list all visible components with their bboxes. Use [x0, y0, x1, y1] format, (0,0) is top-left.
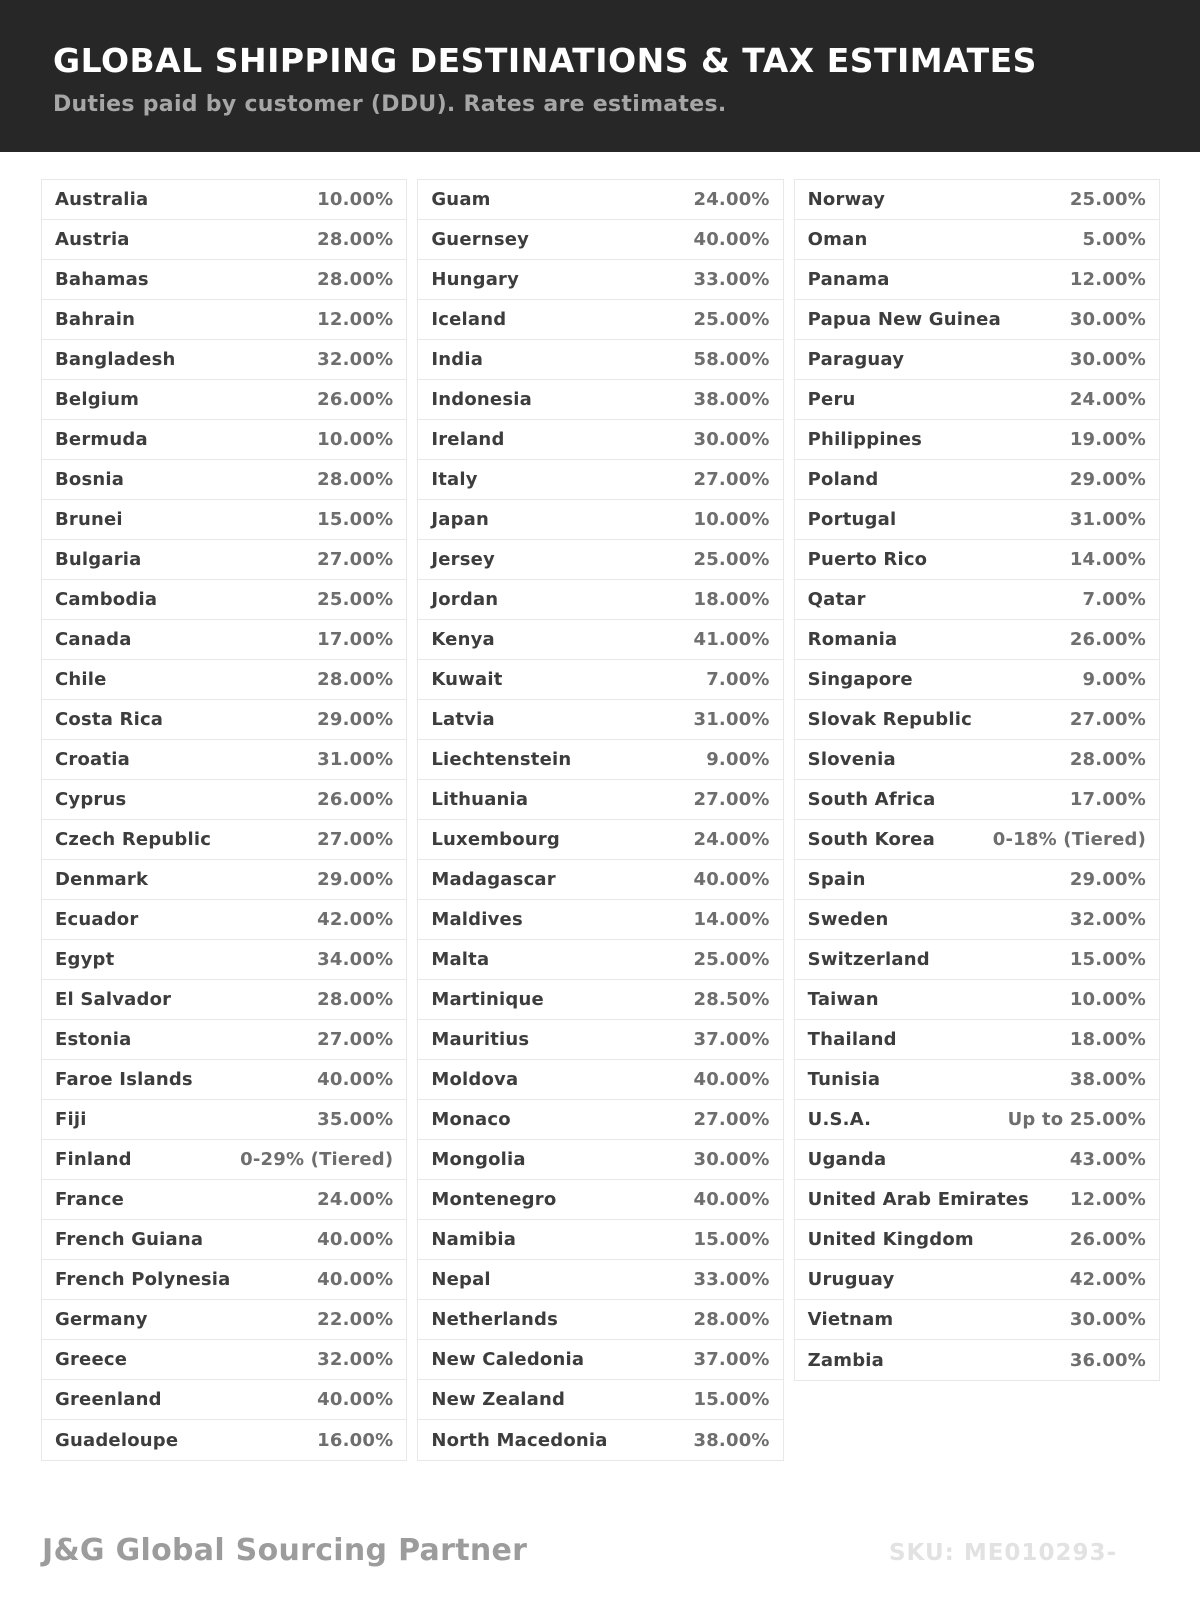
country-name: Papua New Guinea: [807, 309, 1001, 330]
table-row: [42, 540, 406, 580]
table-row: [42, 940, 406, 980]
table-column-3: [794, 179, 1160, 1381]
tax-rate: 19.00%: [1069, 429, 1146, 450]
tax-rate: 36.00%: [1069, 1349, 1146, 1371]
tax-rate: 15.00%: [1069, 949, 1146, 970]
country-name: Iceland: [431, 309, 507, 330]
table-row: [795, 820, 1159, 860]
tax-rate: 27.00%: [317, 829, 394, 850]
country-name: French Guiana: [55, 1229, 204, 1250]
tax-rate: 9.00%: [706, 749, 770, 770]
country-name: Belgium: [55, 389, 140, 410]
country-name: Faroe Islands: [55, 1069, 193, 1090]
table-row: [418, 1260, 782, 1300]
tax-rate: 26.00%: [317, 389, 394, 410]
table-row: [42, 1260, 406, 1300]
table-row: [418, 300, 782, 340]
country-name: Maldives: [431, 909, 523, 930]
country-name: Zambia: [807, 1349, 885, 1371]
country-name: Bahamas: [55, 269, 149, 290]
country-name: United Kingdom: [807, 1229, 974, 1250]
country-name: Cambodia: [55, 589, 158, 610]
table-row: [795, 220, 1159, 260]
country-name: Finland: [55, 1149, 132, 1170]
table-row: [418, 700, 782, 740]
table-row: [42, 1100, 406, 1140]
tax-rate: 40.00%: [693, 1189, 770, 1210]
table-row: [418, 620, 782, 660]
tax-rate: 25.00%: [693, 949, 770, 970]
country-name: Indonesia: [431, 389, 532, 410]
table-column-2: [417, 179, 783, 1461]
tax-rate: 40.00%: [693, 869, 770, 890]
country-name: Norway: [807, 189, 886, 210]
tax-rate: 0-18% (Tiered): [992, 829, 1146, 850]
table-row: [795, 1060, 1159, 1100]
country-name: New Caledonia: [431, 1349, 585, 1370]
tax-rate: 43.00%: [1069, 1149, 1146, 1170]
table-row: [42, 380, 406, 420]
tax-rate: 10.00%: [317, 189, 394, 210]
tax-rate: 5.00%: [1082, 229, 1146, 250]
table-row: [42, 1300, 406, 1340]
table-row: [42, 220, 406, 260]
table-row: [42, 700, 406, 740]
tax-rate: 28.00%: [693, 1309, 770, 1330]
country-name: Qatar: [807, 589, 866, 610]
tax-rate: 25.00%: [693, 309, 770, 330]
tax-rate: 18.00%: [693, 589, 770, 610]
table-row: [418, 460, 782, 500]
table-row: [795, 340, 1159, 380]
country-name: Cyprus: [55, 789, 127, 810]
tax-rate: 42.00%: [1069, 1269, 1146, 1290]
tax-rate: 25.00%: [693, 549, 770, 570]
tax-rate: 40.00%: [693, 1069, 770, 1090]
table-row: [795, 460, 1159, 500]
tax-rate: 38.00%: [1069, 1069, 1146, 1090]
tax-rate: 27.00%: [693, 789, 770, 810]
country-name: Namibia: [431, 1229, 517, 1250]
country-name: Hungary: [431, 269, 520, 290]
tax-rate: 30.00%: [1069, 1309, 1146, 1330]
country-name: Guernsey: [431, 229, 530, 250]
tax-rate: 24.00%: [317, 1189, 394, 1210]
table-row: [418, 740, 782, 780]
tax-rate: 0-29% (Tiered): [240, 1149, 394, 1170]
table-row: [418, 260, 782, 300]
country-name: Slovenia: [807, 749, 896, 770]
tax-rate: 28.00%: [317, 269, 394, 290]
country-name: Costa Rica: [55, 709, 164, 730]
tax-rate: 31.00%: [1069, 509, 1146, 530]
tax-rate: 33.00%: [693, 1269, 770, 1290]
table-row: [42, 500, 406, 540]
table-row: [42, 860, 406, 900]
country-name: Singapore: [807, 669, 913, 690]
table-row: [795, 1100, 1159, 1140]
tax-rate: 27.00%: [1069, 709, 1146, 730]
country-name: Slovak Republic: [807, 709, 972, 730]
tax-rate: 24.00%: [693, 829, 770, 850]
table-row: [418, 780, 782, 820]
table-row: [795, 180, 1159, 220]
tax-rate: 29.00%: [1069, 869, 1146, 890]
table-row: [795, 1340, 1159, 1380]
tax-rate: 14.00%: [1069, 549, 1146, 570]
tax-rate: 10.00%: [317, 429, 394, 450]
table-row: [795, 1180, 1159, 1220]
country-name: South Korea: [807, 829, 935, 850]
country-name: Romania: [807, 629, 898, 650]
country-name: Netherlands: [431, 1309, 559, 1330]
country-name: Japan: [431, 509, 490, 530]
table-row: [42, 980, 406, 1020]
table-row: [418, 1380, 782, 1420]
tax-rate: 25.00%: [1069, 189, 1146, 210]
tax-rate: 30.00%: [1069, 349, 1146, 370]
table-row: [795, 700, 1159, 740]
tax-rate: 28.00%: [317, 469, 394, 490]
table-row: [795, 420, 1159, 460]
table-row: [418, 340, 782, 380]
country-name: Monaco: [431, 1109, 511, 1130]
tax-rate: 7.00%: [706, 669, 770, 690]
country-name: Lithuania: [431, 789, 529, 810]
country-name: Estonia: [55, 1029, 132, 1050]
table-row: [42, 1060, 406, 1100]
country-name: Mauritius: [431, 1029, 530, 1050]
table-row: [418, 1220, 782, 1260]
tax-rate: 40.00%: [317, 1229, 394, 1250]
country-name: Denmark: [55, 869, 149, 890]
tax-rate: 33.00%: [693, 269, 770, 290]
country-name: French Polynesia: [55, 1269, 231, 1290]
table-row: [795, 1140, 1159, 1180]
table-row: [418, 220, 782, 260]
country-name: Switzerland: [807, 949, 930, 970]
country-name: Egypt: [55, 949, 115, 970]
table-row: [42, 420, 406, 460]
table-row: [42, 300, 406, 340]
tax-rate: 28.00%: [1069, 749, 1146, 770]
country-name: Thailand: [807, 1029, 897, 1050]
table-row: [418, 1180, 782, 1220]
table-row: [418, 420, 782, 460]
country-name: Jersey: [431, 549, 495, 570]
country-name: Brunei: [55, 509, 123, 530]
tax-rate: 40.00%: [693, 229, 770, 250]
country-name: Luxembourg: [431, 829, 561, 850]
table-row: [418, 500, 782, 540]
tax-rate: 34.00%: [317, 949, 394, 970]
tax-rate: 29.00%: [317, 869, 394, 890]
country-name: Bangladesh: [55, 349, 176, 370]
country-name: Philippines: [807, 429, 923, 450]
tax-rate: 30.00%: [693, 1149, 770, 1170]
tax-rate: 35.00%: [317, 1109, 394, 1130]
country-name: Jordan: [431, 589, 499, 610]
country-name: Panama: [807, 269, 890, 290]
table-row: [418, 580, 782, 620]
table-row: [795, 780, 1159, 820]
country-name: Oman: [807, 229, 868, 250]
tax-rate: 14.00%: [693, 909, 770, 930]
tax-rate: 17.00%: [317, 629, 394, 650]
table-row: [42, 580, 406, 620]
table-row: [418, 1020, 782, 1060]
country-name: United Arab Emirates: [807, 1189, 1030, 1210]
table-row: [418, 1420, 782, 1460]
footer: [42, 1533, 1117, 1568]
country-name: Malta: [431, 949, 490, 970]
tax-rate: 12.00%: [1069, 1189, 1146, 1210]
tax-rate: 40.00%: [317, 1389, 394, 1410]
tax-rate: 10.00%: [1069, 989, 1146, 1010]
table-row: [418, 540, 782, 580]
country-name: Kenya: [431, 629, 495, 650]
table-row: [795, 260, 1159, 300]
tax-rate: 32.00%: [317, 1349, 394, 1370]
country-name: Canada: [55, 629, 132, 650]
page-subtitle: Duties paid by customer (DDU). Rates are estimates.: [53, 92, 727, 117]
table-row: [42, 1340, 406, 1380]
country-name: Moldova: [431, 1069, 519, 1090]
table-row: [418, 660, 782, 700]
tax-rate: 41.00%: [693, 629, 770, 650]
tax-rate: 28.00%: [317, 989, 394, 1010]
tax-rate: 7.00%: [1082, 589, 1146, 610]
country-name: Greenland: [55, 1389, 162, 1410]
table-row: [795, 580, 1159, 620]
country-name: Guam: [431, 189, 491, 210]
tax-rate: 29.00%: [317, 709, 394, 730]
tax-rate: Up to 25.00%: [1007, 1109, 1146, 1130]
table-row: [795, 660, 1159, 700]
tax-rate: 27.00%: [693, 469, 770, 490]
table-row: [795, 1220, 1159, 1260]
tax-rate: 12.00%: [317, 309, 394, 330]
table-row: [418, 1340, 782, 1380]
country-name: Vietnam: [807, 1309, 894, 1330]
tax-rate: 10.00%: [693, 509, 770, 530]
tax-rate: 29.00%: [1069, 469, 1146, 490]
tax-rate: 30.00%: [693, 429, 770, 450]
tax-rate: 32.00%: [317, 349, 394, 370]
tax-rate: 27.00%: [693, 1109, 770, 1130]
table-row: [42, 1220, 406, 1260]
table-row: [418, 900, 782, 940]
country-name: India: [431, 349, 484, 370]
tax-rate: 37.00%: [693, 1349, 770, 1370]
country-name: Kuwait: [431, 669, 503, 690]
table-row: [418, 980, 782, 1020]
brand-name: J&G Global Sourcing Partner: [42, 1533, 528, 1568]
table-row: [418, 180, 782, 220]
tax-rate: 37.00%: [693, 1029, 770, 1050]
table-row: [795, 620, 1159, 660]
table-row: [418, 820, 782, 860]
tax-rate: 40.00%: [317, 1069, 394, 1090]
tax-rate: 58.00%: [693, 349, 770, 370]
country-name: Austria: [55, 229, 130, 250]
tax-rate: 24.00%: [693, 189, 770, 210]
tax-rate: 28.00%: [317, 229, 394, 250]
table-row: [42, 180, 406, 220]
country-name: Fiji: [55, 1109, 87, 1130]
table-row: [418, 1140, 782, 1180]
country-name: Madagascar: [431, 869, 556, 890]
table-row: [795, 300, 1159, 340]
country-name: Czech Republic: [55, 829, 212, 850]
header-banner: [0, 0, 1200, 152]
tax-rate: 15.00%: [693, 1229, 770, 1250]
tax-rate: 26.00%: [1069, 629, 1146, 650]
table-row: [418, 1100, 782, 1140]
country-name: Chile: [55, 669, 107, 690]
country-name: Bosnia: [55, 469, 125, 490]
tax-rate: 32.00%: [1069, 909, 1146, 930]
table-row: [418, 1300, 782, 1340]
table-row: [795, 940, 1159, 980]
tax-rate: 27.00%: [317, 549, 394, 570]
country-name: Ecuador: [55, 909, 139, 930]
sku-label: SKU: ME010293-: [888, 1540, 1117, 1566]
table-row: [795, 1300, 1159, 1340]
page-title: GLOBAL SHIPPING DESTINATIONS & TAX ESTIMATES: [53, 41, 1037, 80]
tax-rate-table: [41, 179, 1160, 1461]
table-row: [795, 980, 1159, 1020]
country-name: Croatia: [55, 749, 130, 770]
country-name: Australia: [55, 189, 149, 210]
country-name: Sweden: [807, 909, 889, 930]
tax-rate: 26.00%: [1069, 1229, 1146, 1250]
country-name: Poland: [807, 469, 879, 490]
tax-rate: 12.00%: [1069, 269, 1146, 290]
country-name: Tunisia: [807, 1069, 881, 1090]
country-name: Mongolia: [431, 1149, 526, 1170]
tax-rate: 30.00%: [1069, 309, 1146, 330]
country-name: Greece: [55, 1349, 128, 1370]
table-row: [795, 900, 1159, 940]
tax-rate: 26.00%: [317, 789, 394, 810]
tax-rate: 28.50%: [693, 989, 770, 1010]
table-row: [42, 1020, 406, 1060]
tax-rate: 38.00%: [693, 389, 770, 410]
country-name: New Zealand: [431, 1389, 566, 1410]
country-name: Liechtenstein: [431, 749, 572, 770]
tax-rate: 38.00%: [693, 1429, 770, 1451]
table-row: [42, 620, 406, 660]
table-row: [42, 1380, 406, 1420]
table-row: [795, 1020, 1159, 1060]
tax-rate: 27.00%: [317, 1029, 394, 1050]
table-row: [42, 740, 406, 780]
country-name: Taiwan: [807, 989, 879, 1010]
table-row: [42, 660, 406, 700]
country-name: Bahrain: [55, 309, 136, 330]
country-name: Bermuda: [55, 429, 148, 450]
table-row: [795, 740, 1159, 780]
tax-rate: 22.00%: [317, 1309, 394, 1330]
tax-rate: 16.00%: [317, 1429, 394, 1451]
table-row: [795, 540, 1159, 580]
table-row: [42, 460, 406, 500]
tax-rate: 9.00%: [1082, 669, 1146, 690]
tax-rate: 24.00%: [1069, 389, 1146, 410]
country-name: Portugal: [807, 509, 897, 530]
country-name: Montenegro: [431, 1189, 557, 1210]
table-row: [418, 380, 782, 420]
table-row: [42, 780, 406, 820]
country-name: Nepal: [431, 1269, 491, 1290]
table-row: [42, 260, 406, 300]
table-row: [42, 820, 406, 860]
tax-rate: 25.00%: [317, 589, 394, 610]
table-row: [795, 860, 1159, 900]
country-name: Bulgaria: [55, 549, 142, 570]
table-column-1: [41, 179, 407, 1461]
country-name: Uruguay: [807, 1269, 895, 1290]
country-name: El Salvador: [55, 989, 172, 1010]
tax-rate: 31.00%: [317, 749, 394, 770]
tax-rate: 18.00%: [1069, 1029, 1146, 1050]
country-name: Spain: [807, 869, 866, 890]
tax-rate: 40.00%: [317, 1269, 394, 1290]
country-name: Guadeloupe: [55, 1429, 179, 1451]
table-row: [795, 380, 1159, 420]
country-name: Puerto Rico: [807, 549, 928, 570]
tax-rate: 15.00%: [693, 1389, 770, 1410]
country-name: Uganda: [807, 1149, 887, 1170]
tax-rate: 17.00%: [1069, 789, 1146, 810]
country-name: Italy: [431, 469, 478, 490]
tax-rate: 15.00%: [317, 509, 394, 530]
table-row: [42, 340, 406, 380]
table-row: [795, 1260, 1159, 1300]
country-name: Peru: [807, 389, 856, 410]
table-row: [418, 1060, 782, 1100]
country-name: U.S.A.: [807, 1109, 872, 1130]
table-row: [42, 1180, 406, 1220]
country-name: Ireland: [431, 429, 505, 450]
table-row: [42, 1140, 406, 1180]
tax-rate: 42.00%: [317, 909, 394, 930]
table-row: [795, 500, 1159, 540]
tax-rate: 31.00%: [693, 709, 770, 730]
country-name: Latvia: [431, 709, 495, 730]
table-row: [42, 900, 406, 940]
country-name: France: [55, 1189, 125, 1210]
table-row: [42, 1420, 406, 1460]
table-row: [418, 940, 782, 980]
country-name: Paraguay: [807, 349, 905, 370]
country-name: Germany: [55, 1309, 148, 1330]
table-row: [418, 860, 782, 900]
country-name: North Macedonia: [431, 1429, 608, 1451]
country-name: Martinique: [431, 989, 544, 1010]
tax-rate: 28.00%: [317, 669, 394, 690]
country-name: South Africa: [807, 789, 936, 810]
